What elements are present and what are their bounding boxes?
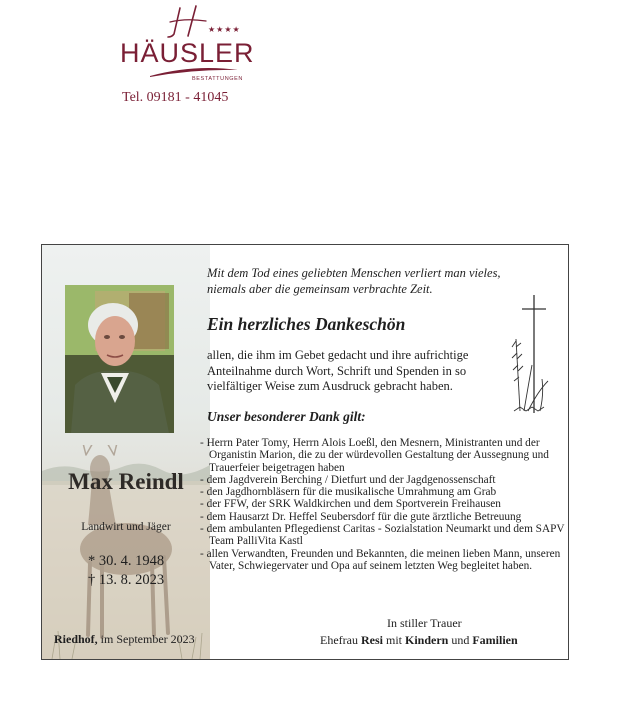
list-item: - dem ambulanten Pflegedienst Caritas - Sozialstation Neumarkt und dem SAPV Team PalliVita Kastl xyxy=(200,523,565,548)
grass-icon xyxy=(512,339,548,411)
list-item: - dem Hausarzt Dr. Heffel Seubersdorf für die gute ärztliche Betreuung xyxy=(200,510,522,523)
special-thanks-title: Unser besonderer Dank gilt: xyxy=(207,409,366,424)
logo-stars: ★★★★ xyxy=(208,25,241,34)
date: im September 2023 xyxy=(100,632,195,646)
deceased-name: Max Reindl xyxy=(68,469,184,494)
family-text: und xyxy=(448,633,473,647)
children-label: Kindern xyxy=(405,633,449,647)
logo-name: HÄUSLER xyxy=(120,38,255,68)
thank-you-notice xyxy=(41,244,569,660)
family-text: mit xyxy=(382,633,405,647)
list-item: - dem Jagdverein Berching / Dietfurt und der Jagdgenossenschaft xyxy=(200,473,496,486)
list-item: - der FFW, der SRK Waldkirchen und dem Sportverein Freihausen xyxy=(200,498,501,511)
place: Riedhof, xyxy=(54,632,98,646)
left-panel xyxy=(42,245,210,659)
occupation: Landwirt und Jäger xyxy=(81,521,171,533)
funeral-home-logo xyxy=(116,4,256,104)
thanks-title: Ein herzliches Dankeschön xyxy=(207,314,406,334)
logo-subtitle: BESTATTUNGEN xyxy=(192,76,243,82)
list-item: - den Jagdhornbläsern für die musikalische Umrahmung am Grab xyxy=(200,486,497,499)
phone-number: Tel. 09181 - 41045 xyxy=(122,90,229,105)
birth-date: * 30. 4. 1948 xyxy=(87,553,165,569)
family-text: Ehefrau xyxy=(320,633,361,647)
families-label: Familien xyxy=(472,633,518,647)
wife-name: Resi xyxy=(360,633,383,647)
portrait-photo xyxy=(65,285,174,433)
memorial-quote: Mit dem Tod eines geliebten Menschen verliert man vieles, niemals aber die gemeinsam verbrachte Zeit. xyxy=(207,266,501,296)
logo-monogram-icon xyxy=(166,4,214,40)
closing-line: In stiller Trauer xyxy=(387,616,462,630)
place-and-date xyxy=(54,632,195,647)
list-item: - allen Verwandten, Freunden und Bekannten, die meinen lieben Mann, unseren Vater, Schwiegervater und Opa auf seinem letzten Weg begleitet haben. xyxy=(200,547,561,572)
portrait-icon xyxy=(65,285,174,433)
list-item: - Herrn Pater Tomy, Herrn Alois Loeßl, den Mesnern, Ministranten und der Organistin Marion, die zu der würdevollen Gestaltung der Aussegnung und Trauerfeier beigetragen haben xyxy=(200,437,549,474)
thanks-text: allen, die ihm im Gebet gedacht und ihre aufrichtige Anteilnahme durch Wort, Schrift und Spenden in so vielfältiger Weise zum Ausdruck gebracht haben. xyxy=(207,348,469,393)
cross-icon xyxy=(510,295,550,413)
family-signature xyxy=(320,633,518,648)
death-date: † 13. 8. 2023 xyxy=(87,572,165,588)
thanks-list xyxy=(200,437,566,572)
